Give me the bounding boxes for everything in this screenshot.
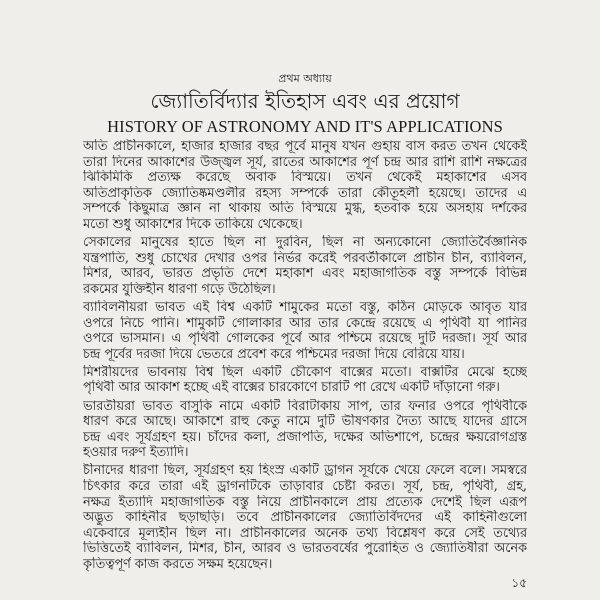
paragraph-indians — [83, 399, 527, 461]
paragraph-line: তারা দিনের আকাশের উজ্জ্বল সূর্য, রাতের আকাশের পূর্ণ চন্দ্র আর রাশি রাশি নক্ষত্রের — [83, 154, 527, 170]
paragraph-line: ভারতীয়রা ভাবত বাসুকি নামে একটি বিরাটাকায় সাপ, তার ফনার ওপরে পৃথিবীকে — [83, 398, 527, 414]
paragraph-line: ভিত্তিতেই ব্যাবিলন, মিশর, চীন, আরব ও ভারতবর্ষের পুরোহিত ও জ্যোতিষীরা অনেক — [83, 541, 527, 557]
paragraph-line: চন্দ্র পূর্বের দরজা দিয়ে ভেতরে প্রবেশ করে পশ্চিমের দরজা দিয়ে বেরিয়ে যায়। — [83, 346, 465, 362]
paragraph-line: মিশর, আরব, ভারত প্রভৃতি দেশে মহাকাশ এবং মহাজাগতিক বস্তু সম্পর্কে বিভিন্ন — [83, 266, 527, 282]
paragraph-line: পৃথিবী আর আকাশ হচ্ছে এই বাক্সের চারকোণে চারটি পা রেখে একটি দাঁড়ানো গরু। — [83, 380, 500, 396]
paragraph-line: একেবারে মূল্যহীন ছিল না। প্রাচীনকালের অনেক তথ্য বিশ্লেষণ করে সেই তথ্যের — [83, 525, 527, 541]
paragraph-egyptians — [83, 365, 527, 396]
paragraph-line: অতিপ্রাকৃতিক জ্যোতিষ্কমণ্ডলীর রহস্য সম্পর্কে তারা কৌতূহলী হয়েছে। তাদের এ — [83, 185, 527, 201]
paragraph-line: কৃতিত্বপূর্ণ কাজ করতে সক্ষম হয়েছেন। — [83, 556, 273, 572]
paragraph-line: ওপরে নিচে পানি। শামুকটি গোলাকার আর তার কেন্দ্রে রয়েছে এ পৃথিবী যা পানির — [83, 315, 527, 331]
chapter-title-english: HISTORY OF ASTRONOMY AND IT'S APPLICATIONS — [107, 117, 503, 136]
paragraph-line: নক্ষত্র ইত্যাদি মহাজাগতিক বস্তু নিয়ে প্রাচীনকালে প্রায় প্রত্যেক দেশেই ছিল এরূপ — [83, 494, 527, 510]
paragraph-line: সম্পর্কে কিছুমাত্র জ্ঞান না থাকায় অতি বিস্ময়ে মুগ্ধ, হতবাক হয়ে অসহায় দর্শকের — [83, 201, 527, 217]
paragraph-line: হওয়ার দরুণ ইত্যাদি। — [83, 445, 189, 461]
paragraph-caves — [83, 139, 527, 233]
paragraph-line: মতো শুধু আকাশের দিকে তাকিয়ে থেকেছে। — [83, 216, 303, 232]
paragraph-line: চিৎকার করে তারা এই ড্রাগনটিকে তাড়াবার চেষ্টা করত। সূর্য, চন্দ্র, পৃথিবী, গ্রহ, — [83, 478, 527, 494]
paragraph-line: চীনাদের ধারণা ছিল, সূর্যগ্রহণ হয় হিংস্র একটি ড্রাগন সূর্যকে খেয়ে ফেলে বলে। সমস্বরে — [83, 463, 527, 479]
paragraph-line: অতি প্রাচীনকালে, হাজার হাজার বছর পূর্বে মানুষ যখন গুহায় বাস করত তখন থেকেই — [83, 139, 527, 154]
paragraph-line: ওপরে ভাসমান। এ পৃথিবী গোলকের পূর্বে আর পশ্চিমে রয়েছে দুটি দরজা। সূর্য আর — [83, 331, 527, 347]
paragraph-line: রকমের যুক্তিহীন ধারণা গড়ে উঠেছিল। — [83, 281, 276, 297]
paragraph-line: মিশরীয়দের ভাবনায় বিশ্ব ছিল একটি চৌকোণ বাক্সের মতো। বাক্সটির মেঝে হচ্ছে — [83, 364, 527, 380]
page-number: ১৫ — [511, 576, 527, 590]
body-text — [83, 139, 527, 575]
paragraph-line: চন্দ্র এবং সূর্যগ্রহণ হয়। চাঁদের কলা, প্রজাপতি, দক্ষের অভিশাপে, চন্দ্রের ক্ষয়রোগগ্রস্ত — [83, 429, 527, 445]
chapter-label: প্রথম অধ্যায় — [278, 72, 332, 85]
chapter-title: জ্যোতির্বিদ্যার ইতিহাস এবং এর প্রয়োগ — [150, 89, 460, 113]
paragraph-ancient-ideas — [83, 235, 527, 297]
paragraph-chinese — [83, 463, 527, 572]
paragraph-line: সেকালের মানুষের হাতে ছিল না দুরবিন, ছিল না অন্যকোনো জ্যোতির্বৈজ্ঞানিক — [83, 235, 527, 251]
paragraph-line: ব্যাবিলনীয়রা ভাবত এই বিশ্ব একটি শামুকের মতো বস্তু, কঠিন মোড়কে আবৃত যার — [83, 299, 527, 315]
paragraph-line: অদ্ভুত কাহিনীর ছড়াছড়ি। তবে প্রাচীনকালের জ্যোতির্বিদদের এই কাহিনীগুলো — [83, 510, 527, 526]
paragraph-line: ঝিকিমিকি প্রত্যক্ষ করেছে অবাক বিস্ময়ে। তখন থেকেই মহাকাশের এসব — [83, 170, 527, 186]
paragraph-line: ধারণ করে আছে। আকাশে রাহু কেতু নামে দুটি ভীষণকার দৈত্য আছে যাদের গ্রাসে — [83, 414, 527, 430]
paragraph-babylonians — [83, 300, 527, 362]
paragraph-line: যন্ত্রপাতি, শুধু চোখের দেখার ওপর নির্ভর করেই পরবর্তীকালে প্রাচীন চীন, ব্যাবিলন, — [83, 250, 527, 266]
